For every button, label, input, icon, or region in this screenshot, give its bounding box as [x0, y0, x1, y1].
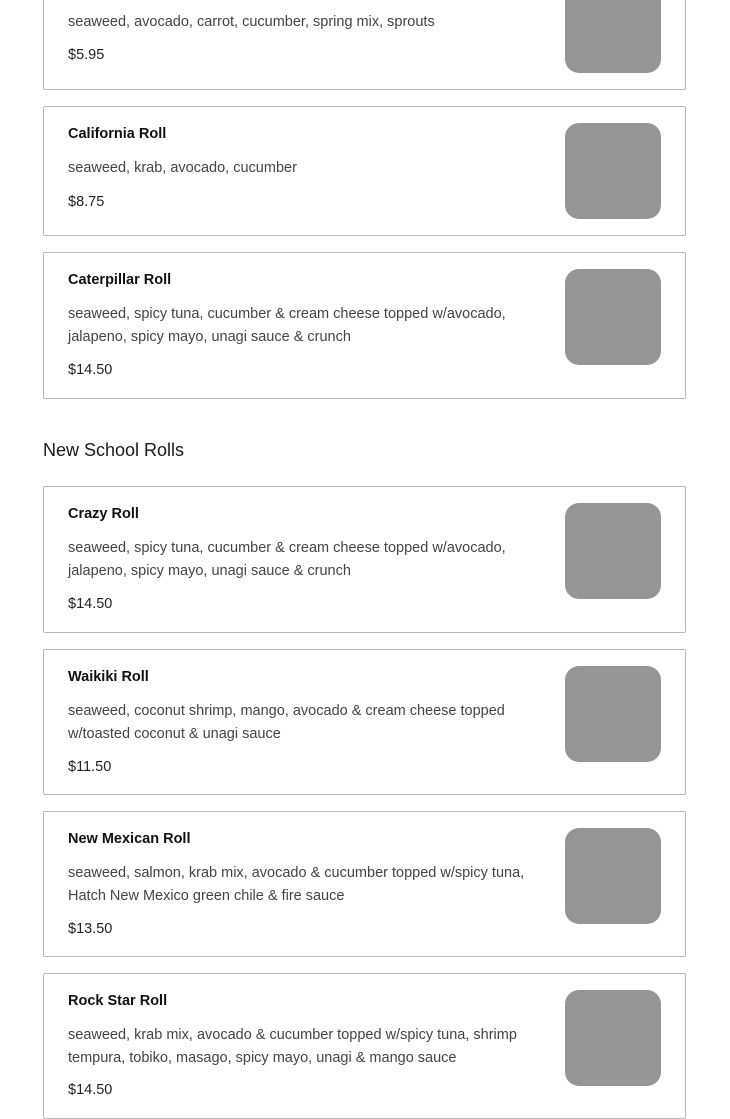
- item-description: seaweed, krab, avocado, cucumber: [68, 160, 297, 176]
- menu-item-card[interactable]: [43, 0, 686, 90]
- item-price: $14.50: [68, 362, 113, 378]
- item-image: [565, 828, 661, 924]
- section-title: New School Rolls: [43, 440, 185, 460]
- item-price: $5.95: [68, 47, 105, 63]
- menu-item-card[interactable]: [43, 973, 686, 1119]
- menu-item-card[interactable]: [43, 811, 686, 957]
- item-price: $14.50: [68, 596, 113, 612]
- item-price: $13.50: [68, 921, 113, 937]
- item-description: seaweed, spicy tuna, cucumber & cream cheese topped w/avocado, jalapeno, spicy mayo, unagi sauce & crunch: [68, 306, 506, 345]
- item-description: seaweed, spicy tuna, cucumber & cream cheese topped w/avocado, jalapeno, spicy mayo, unagi sauce & crunch: [68, 540, 506, 579]
- item-name: Waikiki Roll: [68, 669, 149, 685]
- item-price: $11.50: [68, 759, 112, 775]
- item-image: [565, 666, 661, 762]
- menu-item-card[interactable]: [43, 252, 686, 399]
- menu-item-card[interactable]: [43, 106, 686, 236]
- item-image: [565, 123, 661, 219]
- item-name: New Mexican Roll: [68, 831, 191, 847]
- item-name: California Roll: [68, 126, 167, 142]
- menu-item-card[interactable]: [43, 486, 686, 633]
- item-name: Rock Star Roll: [68, 993, 168, 1009]
- item-name: Caterpillar Roll: [68, 272, 172, 288]
- item-description: seaweed, krab mix, avocado & cucumber topped w/spicy tuna, shrimp tempura, tobiko, masago, spicy mayo, unagi & mango sauce: [68, 1027, 517, 1066]
- item-price: $8.75: [68, 194, 105, 210]
- item-image: [565, 0, 661, 73]
- menu-item-card[interactable]: [43, 649, 686, 795]
- item-price: $14.50: [68, 1082, 113, 1098]
- item-image: [565, 503, 661, 599]
- item-image: [565, 990, 661, 1086]
- item-description: seaweed, salmon, krab mix, avocado & cucumber topped w/spicy tuna, Hatch New Mexico green chile & fire sauce: [68, 865, 525, 904]
- item-description: seaweed, coconut shrimp, mango, avocado & cream cheese topped w/toasted coconut & unagi sauce: [68, 703, 505, 742]
- item-name: Crazy Roll: [68, 506, 139, 522]
- item-image: [565, 269, 661, 365]
- item-description: seaweed, avocado, carrot, cucumber, spring mix, sprouts: [68, 14, 435, 30]
